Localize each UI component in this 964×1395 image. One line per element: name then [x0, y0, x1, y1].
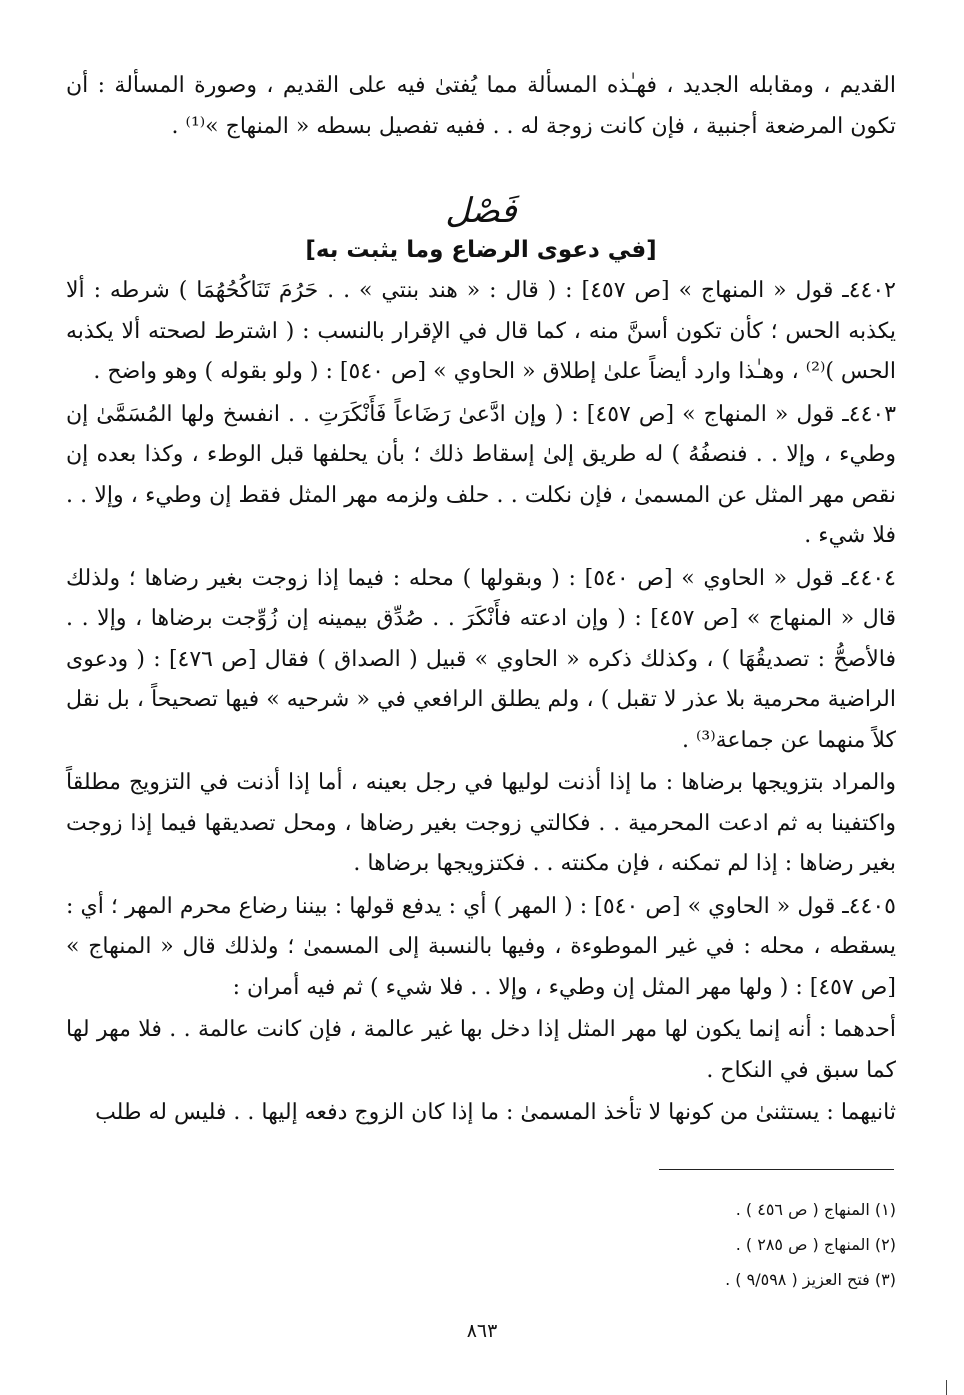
- page-number: ٨٦٣: [466, 1320, 498, 1342]
- fasl-ornament: فَصْل: [445, 191, 517, 231]
- footnote-3: (٣) فتح العزيز ( ٩/٥٩٨ ) .: [725, 1270, 896, 1289]
- paragraph-first-matter: أحدهما : أنه إنما يكون لها مهر المثل إذا دخل بها غير عالمة ، فإن كانت عالمة . . فلا مهر لها كما سبق في النكاح .: [66, 1017, 896, 1083]
- intro-paragraph: القديم ، ومقابله الجديد ، فهـٰذه المسألة مما يُفتىٰ فيه على القديم ، وصورة المسألة : أن تكون المرضعة أجنبية ، فإن كانت زوجة له . . ففيه تفصيل بسطه « المنهاج »⁽¹⁾ .: [66, 73, 896, 139]
- footnotes: [66, 1192, 896, 1297]
- footnote-divider: [659, 1169, 894, 1170]
- paragraph-4403: ٤٤٠٣ـ قول « المنهاج » [ص ٤٥٧] : ( وإن ادَّعىٰ رَضَاعاً فَأَنْكَرَتِ . . انفسخ ولها المُسَمَّىٰ إن وطيء ، وإلا . . فنصفُهُ ) له طريق إلىٰ إسقاط ذلك ؛ بأن يحلفها قبل الوطء ، وكذا بعده إن نقص مهر المثل عن المسمىٰ ، فإن نكلت . . حلف ولزمه مهر المثل فقط إن وطيء ، وإلا . . فلا شيء .: [66, 401, 897, 548]
- paragraph-second-matter: ثانيهما : يستثنىٰ من كونها لا تأخذ المسمىٰ : ما إذا كان الزوج دفعه إليها . . فليس له طلب: [95, 1100, 896, 1125]
- paragraph-explanation: والمراد بتزويجها برضاها : ما إذا أذنت لوليها في رجل بعينه ، أما إذا أذنت في التزويج مطلقاً واكتفينا به ثم ادعت المحرمية . . فكالتي زوجت بغير رضاها ، ومحل تصديقها فيما إذا زوجت بغير رضاها : إذا لم تمكنه ، فإن مكنته . . فكتزويجها برضاها .: [66, 770, 896, 876]
- chapter-ornament: [66, 191, 896, 231]
- main-text: [66, 66, 896, 1134]
- section-heading: [في دعوى الرضاع وما يثبت به]: [305, 237, 657, 263]
- paragraph-4402: ٤٤٠٢ـ قول « المنهاج » [ص ٤٥٧] : ( قال : « هند بنتي » . . حَرُمَ تَنَاكُحُهُمَا ) شرطه : ألا يكذبه الحس ؛ كأن تكون أسنَّ منه ، كما قال في الإقرار بالنسب : ( اشترط لصحته ألا يكذبه الحس )⁽²⁾ ، وهـٰذا وارد أيضاً علىٰ إطلاق « الحاوي » [ص ٥٤٠] : ( ولو بقوله ) وهو واضح .: [66, 278, 896, 384]
- footnote-2: (٢) المنهاج ( ص ٢٨٥ ) .: [735, 1235, 896, 1254]
- footnote-1: (١) المنهاج ( ص ٤٥٦ ) .: [735, 1200, 896, 1219]
- scan-edge-mark: [946, 1380, 947, 1395]
- paragraph-4405: ٤٤٠٥ـ قول « الحاوي » [ص ٥٤٠] : ( المهر ) أي : يدفع قولها : بيننا رضاع محرم المهر ؛ أي : يسقطه ، محله : في غير الموطوءة ، وفيها بالنسبة إلى المسمىٰ ؛ ولذلك قال « المنهاج » [ص ٤٥٧] : ( ولها مهر المثل إن وطيء ، وإلا . . فلا شيء ) ثم فيه أمران :: [66, 893, 897, 1000]
- paragraph-4404: ٤٤٠٤ـ قول « الحاوي » [ص ٥٤٠] : ( وبقولها ) محله : فيما إذا زوجت بغير رضاها ؛ ولذلك قال « المنهاج » [ص ٤٥٧] : ( وإن ادعته فأَنْكَرَ . . صُدِّق بيمينه إن زُوِّجت برضاها ، وإلا . . فالأصحُّ : تصديقُهَا ) ، وكذلك ذكره « الحاوي » قبيل ( الصداق ) فقال [ص ٤٧٦] : ( ودعوى الراضية محرمية بلا عذر لا تقبل ) ، ولم يطلق الرافعي في « شرحيه » فيها تصحيحاً ، بل نقل كلاً منهما عن جماعة⁽³⁾ .: [66, 565, 896, 753]
